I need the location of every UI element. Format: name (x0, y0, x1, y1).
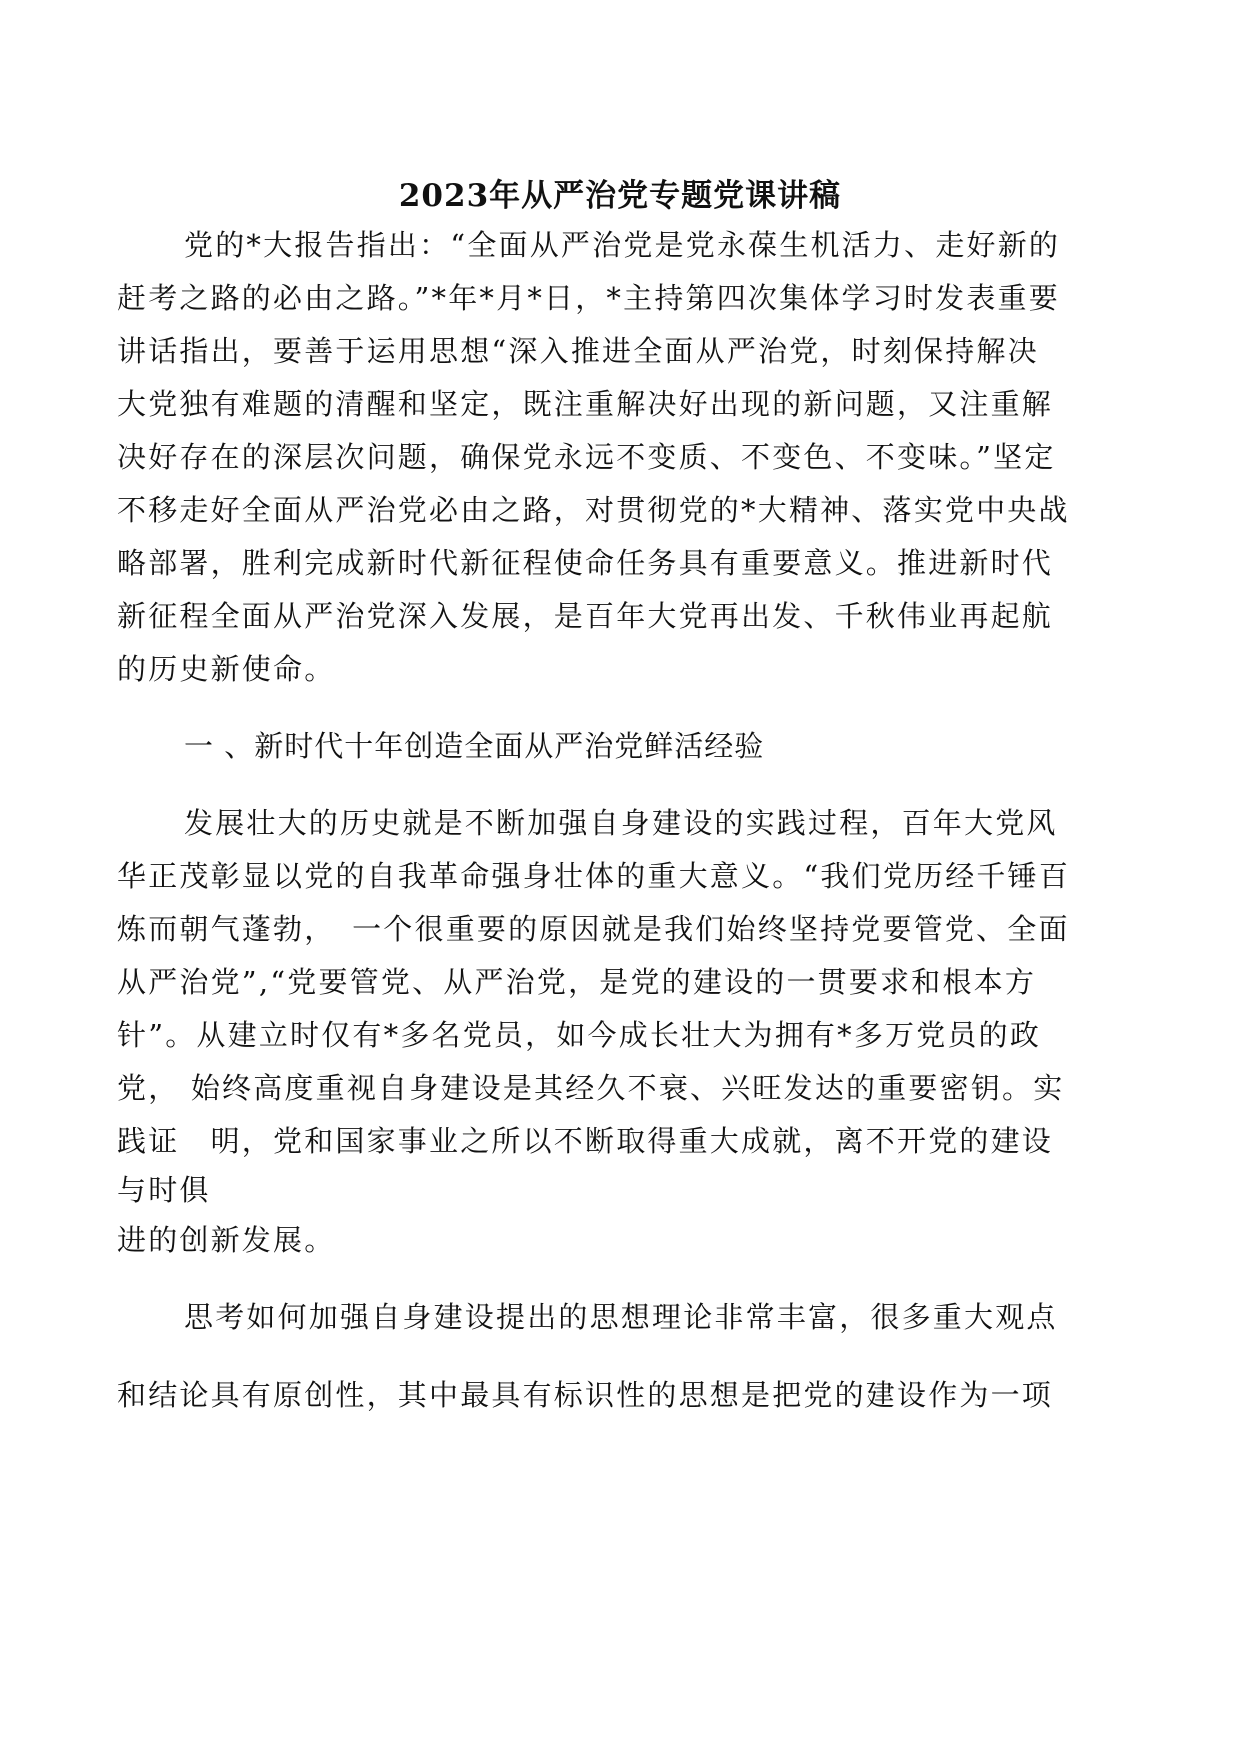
paragraph-1-line: 大党独有难题的清醒和坚定，既注重解决好出现的新问题，又注重解 (117, 387, 1054, 421)
paragraph-1-line: 党的*大报告指出：“全面从严治党是党永葆生机活力、走好新的 (184, 228, 1061, 262)
paragraph-2-line: 炼而朝气蓬勃， 一个很重要的原因就是我们始终坚持党要管党、全面 (117, 912, 1070, 946)
paragraph-3-line: 和结论具有原创性，其中最具有标识性的思想是把党的建设作为一项 (117, 1378, 1054, 1412)
paragraph-2-line: 进的创新发展。 (117, 1223, 336, 1257)
paragraph-2-line: 践证 明，党和国家事业之所以不断取得重大成就，离不开党的建设 (117, 1124, 1054, 1158)
paragraph-1-line: 的历史新使命。 (117, 652, 336, 686)
paragraph-2-line: 与时俱 (117, 1173, 211, 1207)
paragraph-2-line: 从严治党”,“党要管党、从严治党，是党的建设的一贯要求和根本方 (117, 965, 1037, 999)
document-title: 2023年从严治党专题党课讲稿 (398, 178, 842, 214)
paragraph-2-line: 发展壮大的历史就是不断加强自身建设的实践过程，百年大党风 (184, 806, 1058, 840)
paragraph-2-line: 针”。从建立时仅有*多名党员，如今成长壮大为拥有*多万党员的政 (117, 1018, 1042, 1052)
paragraph-1-line: 略部署，胜利完成新时代新征程使命任务具有重要意义。推进新时代 (117, 546, 1054, 580)
paragraph-1-line: 不移走好全面从严治党必由之路，对贯彻党的*大精神、落实党中央战 (117, 493, 1070, 527)
paragraph-2-line: 党， 始终高度重视自身建设是其经久不衰、兴旺发达的重要密钥。实 (117, 1071, 1065, 1105)
paragraph-2-line: 华正茂彰显以党的自我革命强身壮体的重大意义。“我们党历经千锤百 (117, 859, 1071, 893)
paragraph-1-line: 决好存在的深层次问题，确保党永远不变质、不变色、不变味。”坚定 (117, 440, 1056, 474)
paragraph-1-line: 讲话指出，要善于运用思想“深入推进全面从严治党，时刻保持解决 (117, 334, 1039, 368)
paragraph-1-line: 新征程全面从严治党深入发展，是百年大党再出发、千秋伟业再起航 (117, 599, 1054, 633)
paragraph-3-line: 思考如何加强自身建设提出的思想理论非常丰富，很多重大观点 (184, 1300, 1058, 1334)
section-heading: 一 、新时代十年创造全面从严治党鲜活经验 (184, 729, 765, 763)
paragraph-1-line: 赶考之路的必由之路。”*年*月*日，*主持第四次集体学习时发表重要 (117, 281, 1060, 315)
